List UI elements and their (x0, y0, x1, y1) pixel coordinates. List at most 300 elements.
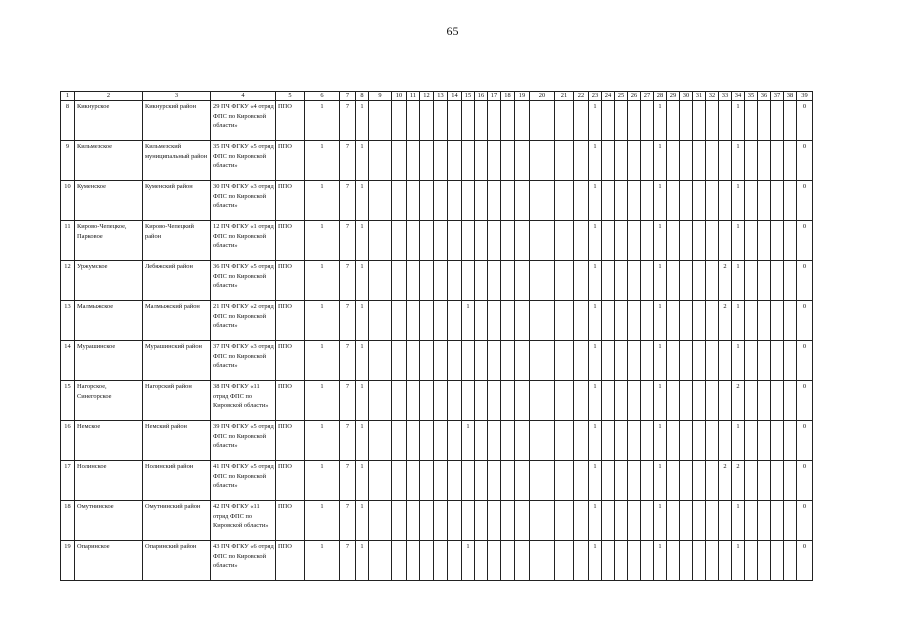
table-cell-col-32 (706, 461, 719, 501)
table-cell-col-1: 14 (61, 341, 75, 381)
table-cell-col-34: 1 (732, 181, 745, 221)
table-cell-col-12 (420, 541, 434, 581)
column-number-29: 29 (667, 92, 680, 101)
table-cell-col-5: ППО (276, 261, 305, 301)
table-cell-col-22 (574, 141, 589, 181)
table-cell-col-36 (758, 461, 771, 501)
table-cell-col-9 (369, 141, 392, 181)
table-cell-col-31 (693, 381, 706, 421)
table-cell-col-29 (667, 221, 680, 261)
table-cell-col-5: ППО (276, 381, 305, 421)
table-cell-col-17 (488, 421, 501, 461)
table-row (61, 101, 813, 141)
column-number-10: 10 (392, 92, 407, 101)
table-cell-col-22 (574, 381, 589, 421)
table-cell-col-2: Омутнинское (75, 501, 143, 541)
table-cell-col-6: 1 (305, 261, 340, 301)
table-cell-col-1: 8 (61, 101, 75, 141)
column-number-28: 28 (654, 92, 667, 101)
table-cell-col-16 (475, 501, 488, 541)
table-cell-col-30 (680, 541, 693, 581)
table-cell-col-4: 12 ПЧ ФГКУ «1 отряд ФПС по Кировской области» (211, 221, 276, 261)
table-cell-col-30 (680, 341, 693, 381)
table-cell-col-12 (420, 461, 434, 501)
table-cell-col-34: 1 (732, 261, 745, 301)
table-cell-col-22 (574, 221, 589, 261)
table-cell-col-3: Омутнинский район (143, 501, 211, 541)
column-number-row (61, 92, 813, 101)
table-cell-col-3: Кирово-Чепецкий район (143, 221, 211, 261)
table-cell-col-11 (407, 341, 420, 381)
table-cell-col-2: Мурашинское (75, 341, 143, 381)
column-number-30: 30 (680, 92, 693, 101)
table-cell-col-9 (369, 261, 392, 301)
table-cell-col-2: Опаринское (75, 541, 143, 581)
table-cell-col-19 (515, 141, 530, 181)
table-cell-col-31 (693, 541, 706, 581)
table-cell-col-8: 1 (356, 501, 369, 541)
table-cell-col-27 (641, 181, 654, 221)
table-cell-col-24 (602, 461, 615, 501)
column-number-9: 9 (369, 92, 392, 101)
table-cell-col-20 (530, 421, 555, 461)
column-number-32: 32 (706, 92, 719, 101)
table-cell-col-23: 1 (589, 461, 602, 501)
table-cell-col-10 (392, 341, 407, 381)
table-cell-col-8: 1 (356, 461, 369, 501)
column-number-31: 31 (693, 92, 706, 101)
table-cell-col-22 (574, 501, 589, 541)
table-cell-col-14 (448, 501, 462, 541)
table-cell-col-30 (680, 261, 693, 301)
table-cell-col-24 (602, 381, 615, 421)
table-cell-col-27 (641, 141, 654, 181)
table-cell-col-24 (602, 501, 615, 541)
table-cell-col-5: ППО (276, 341, 305, 381)
table-cell-col-3: Немский район (143, 421, 211, 461)
table-cell-col-21 (555, 301, 574, 341)
table-cell-col-8: 1 (356, 421, 369, 461)
table-cell-col-1: 15 (61, 381, 75, 421)
table-cell-col-32 (706, 421, 719, 461)
table-cell-col-22 (574, 261, 589, 301)
column-number-25: 25 (615, 92, 628, 101)
table-cell-col-11 (407, 461, 420, 501)
table-cell-col-12 (420, 181, 434, 221)
table-cell-col-15: 1 (462, 421, 475, 461)
table-cell-col-39: 0 (797, 501, 813, 541)
table-cell-col-1: 12 (61, 261, 75, 301)
table-cell-col-21 (555, 501, 574, 541)
table-cell-col-16 (475, 101, 488, 141)
table-cell-col-8: 1 (356, 181, 369, 221)
table-cell-col-13 (434, 341, 448, 381)
column-number-33: 33 (719, 92, 732, 101)
table-cell-col-26 (628, 381, 641, 421)
table-row (61, 141, 813, 181)
table-cell-col-16 (475, 301, 488, 341)
table-cell-col-10 (392, 461, 407, 501)
table-cell-col-39: 0 (797, 341, 813, 381)
table-cell-col-37 (771, 181, 784, 221)
table-cell-col-1: 9 (61, 141, 75, 181)
table-cell-col-36 (758, 301, 771, 341)
table-cell-col-12 (420, 301, 434, 341)
table-cell-col-11 (407, 261, 420, 301)
column-number-1: 1 (61, 92, 75, 101)
table-cell-col-33: 2 (719, 261, 732, 301)
table-cell-col-29 (667, 381, 680, 421)
table-cell-col-32 (706, 181, 719, 221)
table-cell-col-31 (693, 501, 706, 541)
table-cell-col-9 (369, 541, 392, 581)
table-cell-col-19 (515, 501, 530, 541)
table-cell-col-16 (475, 381, 488, 421)
table-cell-col-2: Кильмезское (75, 141, 143, 181)
table-cell-col-6: 1 (305, 301, 340, 341)
column-number-4: 4 (211, 92, 276, 101)
table-cell-col-3: Куменский район (143, 181, 211, 221)
table-cell-col-28: 1 (654, 421, 667, 461)
column-number-36: 36 (758, 92, 771, 101)
table-cell-col-27 (641, 261, 654, 301)
table-cell-col-19 (515, 221, 530, 261)
column-number-12: 12 (420, 92, 434, 101)
table-cell-col-29 (667, 501, 680, 541)
table-cell-col-30 (680, 221, 693, 261)
table-cell-col-35 (745, 221, 758, 261)
table-cell-col-9 (369, 301, 392, 341)
column-number-39: 39 (797, 92, 813, 101)
table-cell-col-8: 1 (356, 301, 369, 341)
table-cell-col-21 (555, 261, 574, 301)
table-cell-col-11 (407, 421, 420, 461)
table-cell-col-4: 39 ПЧ ФГКУ «5 отряд ФПС по Кировской области» (211, 421, 276, 461)
table-cell-col-13 (434, 141, 448, 181)
table-cell-col-20 (530, 181, 555, 221)
table-cell-col-16 (475, 341, 488, 381)
table-cell-col-9 (369, 461, 392, 501)
table-cell-col-20 (530, 501, 555, 541)
table-cell-col-17 (488, 541, 501, 581)
table-cell-col-5: ППО (276, 461, 305, 501)
table-cell-col-10 (392, 421, 407, 461)
table-cell-col-38 (784, 261, 797, 301)
table-cell-col-30 (680, 421, 693, 461)
table-cell-col-1: 13 (61, 301, 75, 341)
table-cell-col-27 (641, 221, 654, 261)
table-cell-col-38 (784, 181, 797, 221)
table-cell-col-27 (641, 301, 654, 341)
column-number-22: 22 (574, 92, 589, 101)
table-cell-col-32 (706, 501, 719, 541)
table-cell-col-35 (745, 541, 758, 581)
table-cell-col-15: 1 (462, 301, 475, 341)
table-cell-col-32 (706, 541, 719, 581)
table-cell-col-24 (602, 261, 615, 301)
table-cell-col-11 (407, 101, 420, 141)
table-cell-col-25 (615, 421, 628, 461)
table-cell-col-4: 30 ПЧ ФГКУ «3 отряд ФПС по Кировской области» (211, 181, 276, 221)
table-cell-col-39: 0 (797, 461, 813, 501)
table-cell-col-10 (392, 541, 407, 581)
table-cell-col-18 (501, 141, 515, 181)
table-cell-col-38 (784, 221, 797, 261)
table-cell-col-3: Малмыжский район (143, 301, 211, 341)
table-row (61, 421, 813, 461)
table-cell-col-25 (615, 301, 628, 341)
table-cell-col-25 (615, 221, 628, 261)
column-number-35: 35 (745, 92, 758, 101)
table-body (61, 101, 813, 581)
table-cell-col-38 (784, 421, 797, 461)
table-cell-col-38 (784, 341, 797, 381)
column-number-34: 34 (732, 92, 745, 101)
table-cell-col-23: 1 (589, 261, 602, 301)
table-cell-col-26 (628, 221, 641, 261)
table-cell-col-32 (706, 341, 719, 381)
table-cell-col-26 (628, 541, 641, 581)
table-cell-col-31 (693, 181, 706, 221)
table-cell-col-15 (462, 501, 475, 541)
table-cell-col-7: 7 (340, 261, 356, 301)
table-cell-col-30 (680, 181, 693, 221)
table-cell-col-38 (784, 301, 797, 341)
table-cell-col-17 (488, 141, 501, 181)
table-cell-col-7: 7 (340, 101, 356, 141)
table-cell-col-17 (488, 381, 501, 421)
table-cell-col-22 (574, 541, 589, 581)
table-cell-col-33: 2 (719, 301, 732, 341)
table-cell-col-35 (745, 181, 758, 221)
table-cell-col-32 (706, 101, 719, 141)
table-cell-col-14 (448, 101, 462, 141)
table-cell-col-28: 1 (654, 501, 667, 541)
column-number-27: 27 (641, 92, 654, 101)
table-cell-col-20 (530, 541, 555, 581)
table-cell-col-35 (745, 421, 758, 461)
table-cell-col-6: 1 (305, 461, 340, 501)
table-row (61, 341, 813, 381)
data-table-container (60, 91, 813, 581)
table-cell-col-35 (745, 141, 758, 181)
table-cell-col-31 (693, 341, 706, 381)
table-cell-col-39: 0 (797, 181, 813, 221)
table-cell-col-20 (530, 141, 555, 181)
table-cell-col-38 (784, 461, 797, 501)
table-cell-col-13 (434, 381, 448, 421)
table-cell-col-4: 37 ПЧ ФГКУ «3 отряд ФПС по Кировской области» (211, 341, 276, 381)
table-cell-col-22 (574, 341, 589, 381)
table-cell-col-25 (615, 181, 628, 221)
table-cell-col-30 (680, 301, 693, 341)
table-cell-col-15 (462, 101, 475, 141)
table-cell-col-21 (555, 221, 574, 261)
table-cell-col-13 (434, 101, 448, 141)
column-number-17: 17 (488, 92, 501, 101)
table-cell-col-39: 0 (797, 421, 813, 461)
table-cell-col-1: 10 (61, 181, 75, 221)
table-cell-col-38 (784, 141, 797, 181)
table-cell-col-19 (515, 261, 530, 301)
table-cell-col-25 (615, 101, 628, 141)
table-cell-col-21 (555, 381, 574, 421)
table-cell-col-22 (574, 461, 589, 501)
table-cell-col-9 (369, 221, 392, 261)
table-cell-col-10 (392, 501, 407, 541)
table-cell-col-14 (448, 261, 462, 301)
column-number-26: 26 (628, 92, 641, 101)
table-cell-col-19 (515, 341, 530, 381)
table-cell-col-2: Кирово-Чепецкое, Парковое (75, 221, 143, 261)
table-cell-col-35 (745, 341, 758, 381)
table-cell-col-14 (448, 301, 462, 341)
table-cell-col-9 (369, 421, 392, 461)
table-cell-col-3: Мурашинский район (143, 341, 211, 381)
table-cell-col-34: 1 (732, 341, 745, 381)
table-cell-col-27 (641, 501, 654, 541)
table-cell-col-13 (434, 221, 448, 261)
table-cell-col-18 (501, 181, 515, 221)
table-cell-col-37 (771, 421, 784, 461)
table-cell-col-1: 11 (61, 221, 75, 261)
table-cell-col-19 (515, 381, 530, 421)
table-cell-col-28: 1 (654, 341, 667, 381)
table-cell-col-8: 1 (356, 541, 369, 581)
table-cell-col-21 (555, 101, 574, 141)
table-cell-col-21 (555, 141, 574, 181)
table-cell-col-38 (784, 501, 797, 541)
table-cell-col-21 (555, 181, 574, 221)
table-cell-col-3: Лебяжский район (143, 261, 211, 301)
table-cell-col-23: 1 (589, 221, 602, 261)
table-cell-col-29 (667, 541, 680, 581)
table-cell-col-31 (693, 101, 706, 141)
column-number-8: 8 (356, 92, 369, 101)
table-cell-col-26 (628, 341, 641, 381)
table-cell-col-21 (555, 461, 574, 501)
table-cell-col-7: 7 (340, 221, 356, 261)
table-cell-col-13 (434, 501, 448, 541)
column-number-5: 5 (276, 92, 305, 101)
table-cell-col-10 (392, 221, 407, 261)
table-cell-col-39: 0 (797, 381, 813, 421)
table-cell-col-6: 1 (305, 421, 340, 461)
table-cell-col-35 (745, 501, 758, 541)
table-cell-col-37 (771, 141, 784, 181)
table-cell-col-2: Кикнурское (75, 101, 143, 141)
table-cell-col-38 (784, 101, 797, 141)
table-cell-col-5: ППО (276, 501, 305, 541)
table-cell-col-4: 42 ПЧ ФГКУ «11 отряд ФПС по Кировской области» (211, 501, 276, 541)
table-cell-col-6: 1 (305, 221, 340, 261)
table-cell-col-7: 7 (340, 541, 356, 581)
table-cell-col-22 (574, 181, 589, 221)
table-cell-col-18 (501, 301, 515, 341)
table-cell-col-12 (420, 261, 434, 301)
table-cell-col-35 (745, 101, 758, 141)
table-cell-col-29 (667, 261, 680, 301)
table-cell-col-24 (602, 141, 615, 181)
table-cell-col-34: 2 (732, 461, 745, 501)
table-cell-col-34: 1 (732, 301, 745, 341)
table-cell-col-26 (628, 461, 641, 501)
table-cell-col-24 (602, 221, 615, 261)
table-cell-col-5: ППО (276, 221, 305, 261)
column-number-38: 38 (784, 92, 797, 101)
table-cell-col-11 (407, 301, 420, 341)
table-cell-col-24 (602, 301, 615, 341)
table-cell-col-15: 1 (462, 541, 475, 581)
table-cell-col-9 (369, 181, 392, 221)
table-cell-col-18 (501, 421, 515, 461)
table-cell-col-25 (615, 381, 628, 421)
page-number: 65 (446, 24, 459, 38)
table-cell-col-4: 29 ПЧ ФГКУ «4 отряд ФПС по Кировской области» (211, 101, 276, 141)
column-number-2: 2 (75, 92, 143, 101)
table-cell-col-31 (693, 221, 706, 261)
table-cell-col-19 (515, 181, 530, 221)
table-cell-col-1: 18 (61, 501, 75, 541)
table-cell-col-12 (420, 221, 434, 261)
column-number-18: 18 (501, 92, 515, 101)
table-cell-col-1: 17 (61, 461, 75, 501)
table-cell-col-33 (719, 541, 732, 581)
table-cell-col-39: 0 (797, 261, 813, 301)
table-cell-col-17 (488, 341, 501, 381)
table-cell-col-6: 1 (305, 541, 340, 581)
column-number-24: 24 (602, 92, 615, 101)
table-cell-col-12 (420, 101, 434, 141)
table-cell-col-24 (602, 341, 615, 381)
table-cell-col-17 (488, 301, 501, 341)
table-cell-col-16 (475, 541, 488, 581)
table-cell-col-28: 1 (654, 221, 667, 261)
table-cell-col-39: 0 (797, 301, 813, 341)
table-cell-col-20 (530, 101, 555, 141)
table-cell-col-39: 0 (797, 141, 813, 181)
table-cell-col-15 (462, 381, 475, 421)
table-cell-col-8: 1 (356, 381, 369, 421)
table-cell-col-31 (693, 461, 706, 501)
table-cell-col-13 (434, 261, 448, 301)
table-cell-col-29 (667, 141, 680, 181)
table-cell-col-36 (758, 341, 771, 381)
table-cell-col-23: 1 (589, 141, 602, 181)
table-cell-col-37 (771, 381, 784, 421)
table-cell-col-19 (515, 101, 530, 141)
table-cell-col-30 (680, 101, 693, 141)
table-cell-col-24 (602, 541, 615, 581)
table-cell-col-14 (448, 181, 462, 221)
table-cell-col-36 (758, 141, 771, 181)
table-cell-col-10 (392, 261, 407, 301)
table-cell-col-13 (434, 541, 448, 581)
table-cell-col-29 (667, 181, 680, 221)
table-cell-col-16 (475, 461, 488, 501)
table-cell-col-22 (574, 101, 589, 141)
table-cell-col-20 (530, 301, 555, 341)
table-cell-col-37 (771, 221, 784, 261)
table-cell-col-6: 1 (305, 181, 340, 221)
table-cell-col-25 (615, 501, 628, 541)
table-cell-col-27 (641, 461, 654, 501)
table-cell-col-5: ППО (276, 541, 305, 581)
table-cell-col-16 (475, 261, 488, 301)
table-cell-col-26 (628, 141, 641, 181)
table-cell-col-31 (693, 141, 706, 181)
table-cell-col-19 (515, 301, 530, 341)
